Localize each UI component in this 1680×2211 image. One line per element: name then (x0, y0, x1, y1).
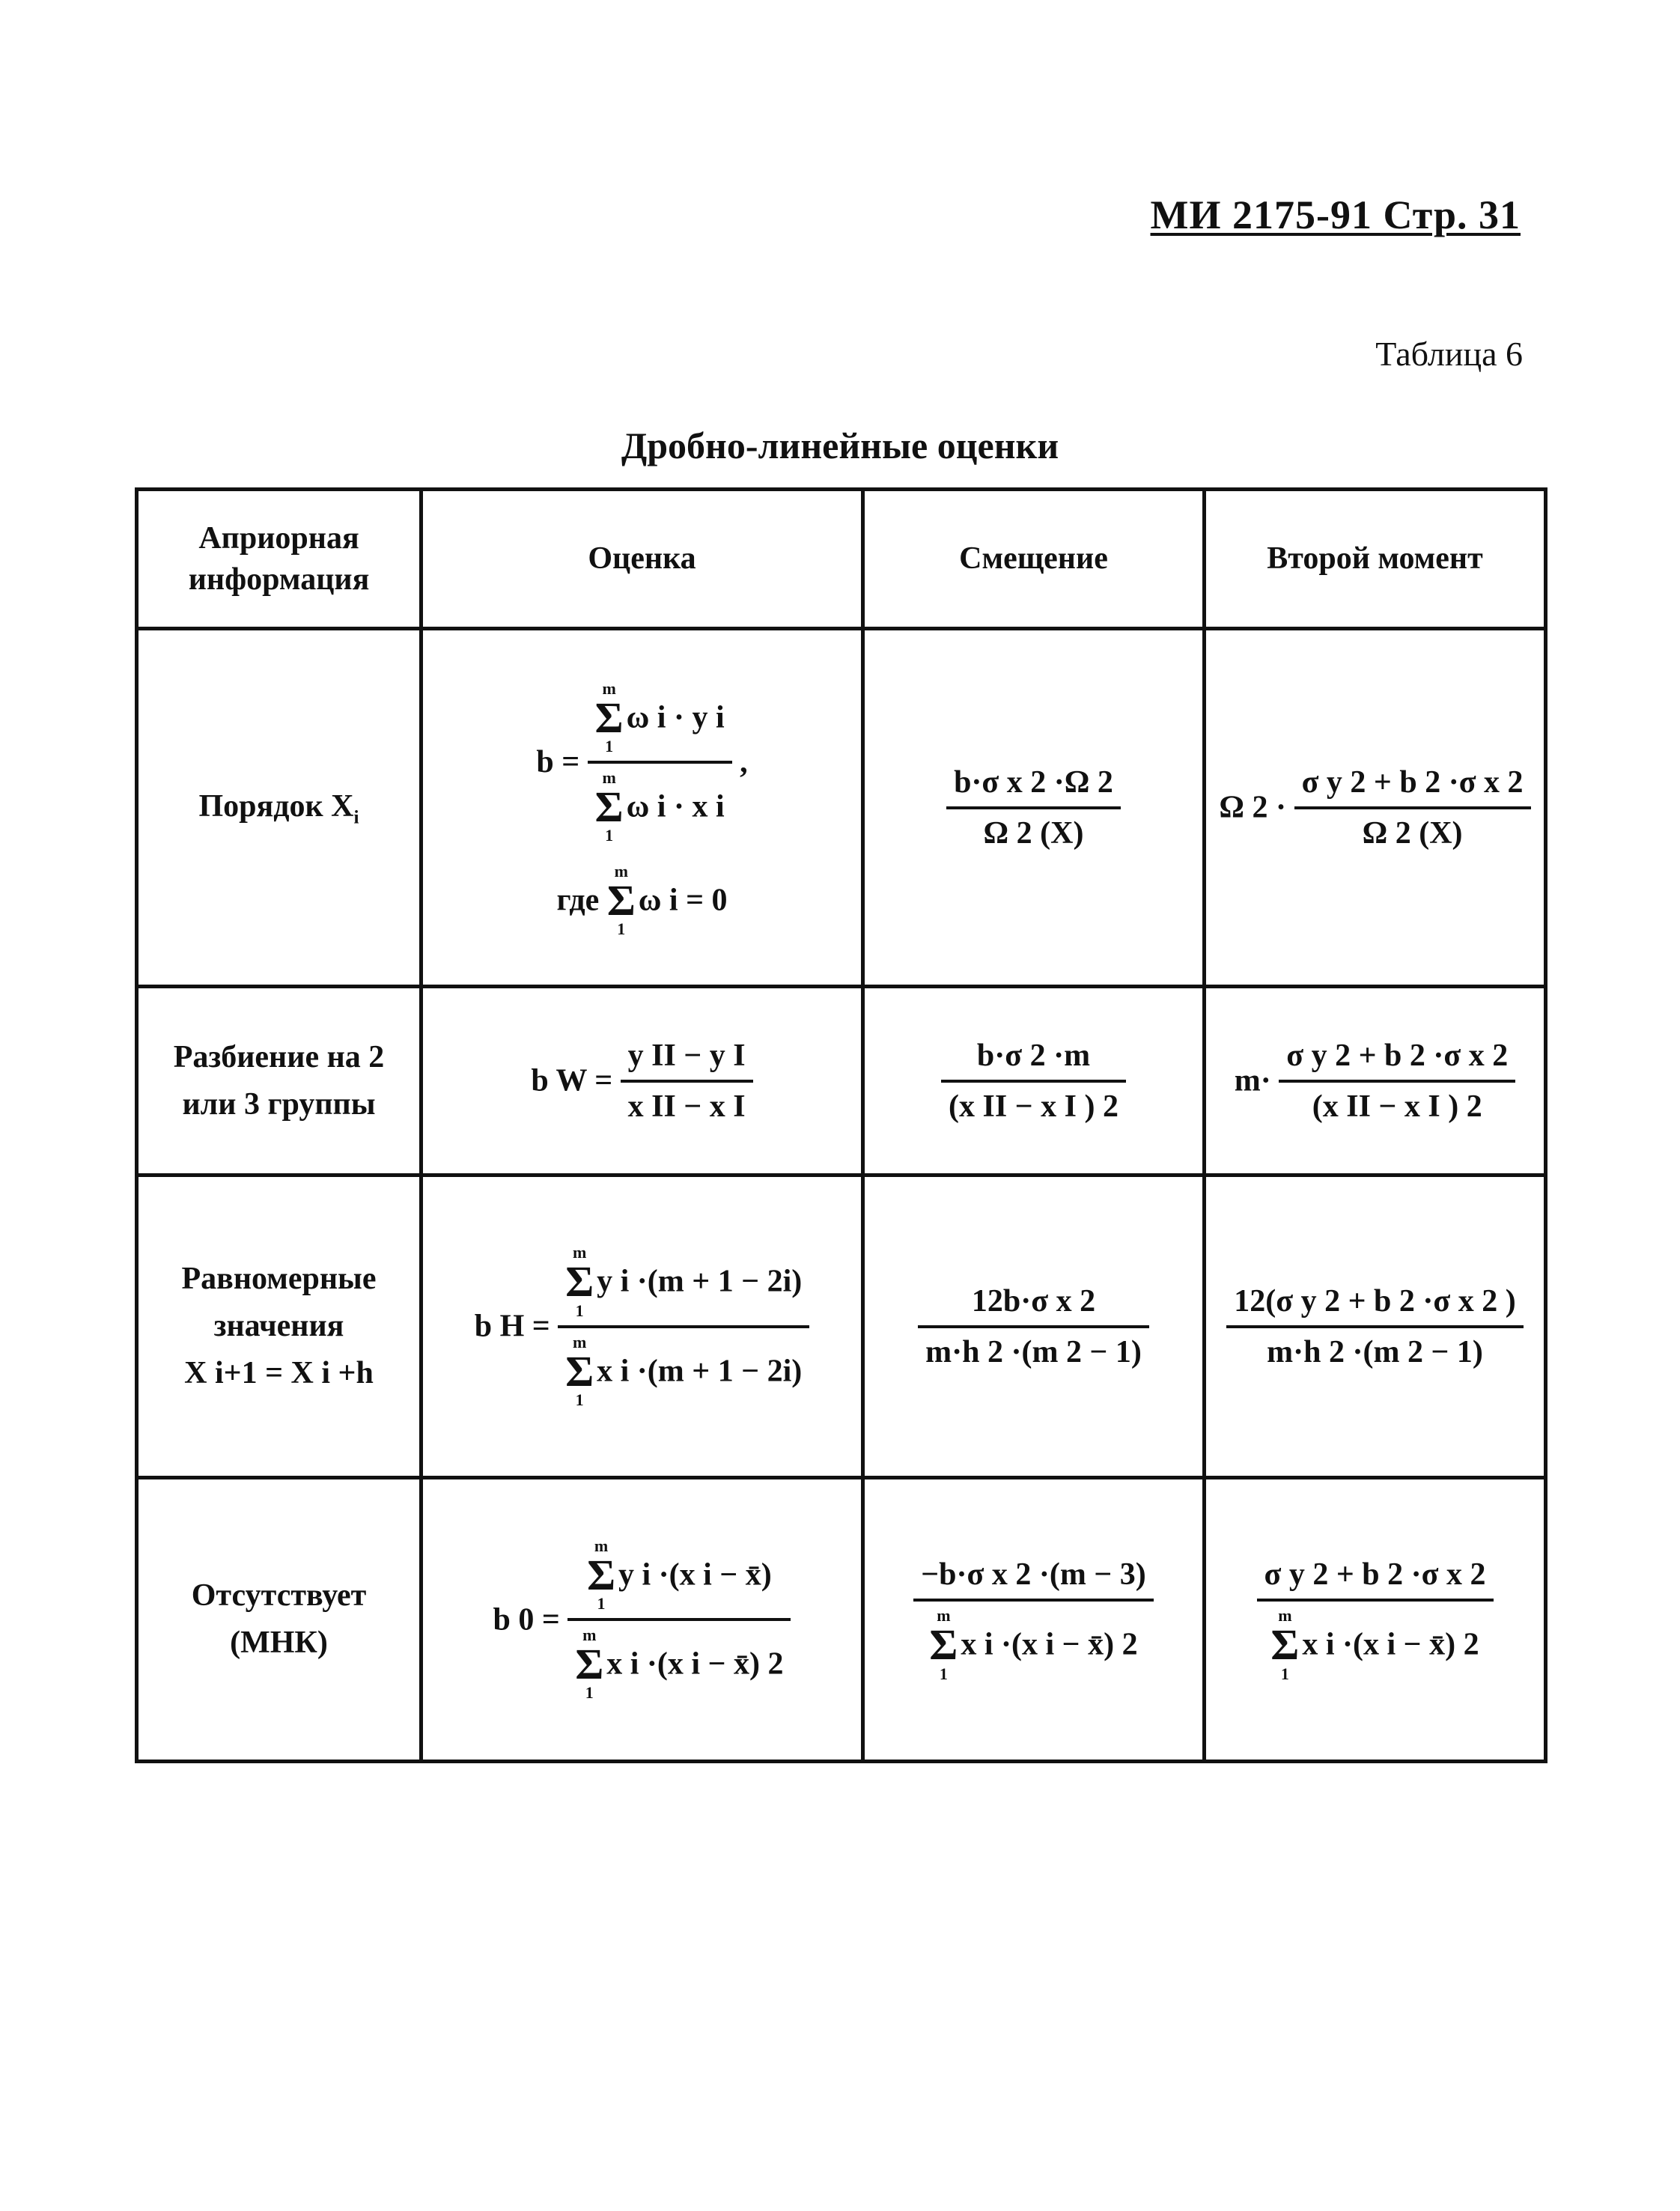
moment-cell-uniform: $\frac{\text{12(σ y 2 + b 2 ·σ x 2 )}}{m\cdot h 2 \cdot(m 2 - 1)}$ (1205, 1176, 1546, 1478)
row-label-none: Отсутствует (МНК) (137, 1478, 421, 1762)
bias-cell-partition: $\frac{b\cdot\sigma 2 \cdot m}{\text{(x II − x I ) 2}}$ (863, 987, 1205, 1176)
table-number: Таблица 6 (1375, 335, 1523, 373)
row-label-order: Порядок $X_i$ (137, 629, 421, 987)
estimates-table (135, 487, 1547, 1763)
bias-cell-order: $\frac{\text{b·σ x 2 ·Ω 2}}{\Omega 2 (X)}$ (863, 629, 1205, 987)
table-row (137, 987, 1546, 1176)
moment-cell-none: σ y 2 + b 2 ·σ x 2 m Σ 1 x i ·(x i − x̄) 2 (1205, 1478, 1546, 1762)
bias-cell-none: −b·σ x 2 ·(m − 3) m Σ 1 x i ·(x i − x̄) 2 (863, 1478, 1205, 1762)
moment-cell-partition: m· $\frac{\text{σ y 2 + b 2 ·σ x 2}}{\text{(x II − x I ) 2}}$ (1205, 987, 1546, 1176)
sum-symbol: m Σ 1 (565, 1332, 594, 1409)
column-header-estimate: Оценка (421, 490, 863, 629)
row-label-uniform: Равномерные значения X i+1 = X i +h (137, 1176, 421, 1478)
estimate-cell-uniform: b H = m Σ 1 y i ·(m + 1 − 2i) m Σ 1 x i ·(m + 1 − 2i) (421, 1176, 863, 1478)
estimate-cell-order: b = m Σ 1 ω i · y i m Σ 1 ω i · x i , где m Σ 1 ω i = 0 (421, 629, 863, 987)
estimate-cell-none: b 0 = m Σ 1 y i ·(x i − x̄) m Σ 1 x i ·(x i − x̄) 2 (421, 1478, 863, 1762)
row-label-partition: Разбиение на 2 или 3 группы (137, 987, 421, 1176)
table-title: Дробно-линейные оценки (621, 425, 1059, 466)
table-row (137, 1478, 1546, 1762)
table-row (137, 629, 1546, 987)
document-header: МИ 2175-91 Стр. 31 (1150, 192, 1521, 237)
column-header-prior-info: Априорная информация (137, 490, 421, 629)
sum-symbol: m Σ 1 (594, 678, 624, 755)
sum-symbol: m Σ 1 (606, 862, 636, 939)
sum-symbol: m Σ 1 (587, 1536, 615, 1613)
sum-symbol: m Σ 1 (575, 1625, 604, 1703)
column-header-second-moment: Второй момент (1205, 490, 1546, 629)
bias-cell-uniform: $\frac{\text{12b·σ x 2}}{m\cdot h 2 \cdot(m 2 - 1)}$ (863, 1176, 1205, 1478)
table-header-row (137, 490, 1546, 629)
estimate-fraction: m Σ 1 ω i · y i m Σ 1 ω i · x i (588, 678, 732, 847)
sum-symbol: m Σ 1 (565, 1243, 594, 1320)
estimate-cell-partition: b W = $\frac{\text{y II − y I}}{\text{x II − x I}}$ (421, 987, 863, 1176)
sum-symbol: m Σ 1 (1270, 1606, 1300, 1683)
moment-cell-order: Ω 2 · $\frac{\text{σ y 2 + b 2 ·σ x 2}}{\Omega 2 (X)}$ (1205, 629, 1546, 987)
sum-symbol: m Σ 1 (594, 767, 624, 845)
column-header-bias: Смещение (863, 490, 1205, 629)
table-row (137, 1176, 1546, 1478)
sum-symbol: m Σ 1 (929, 1606, 958, 1683)
